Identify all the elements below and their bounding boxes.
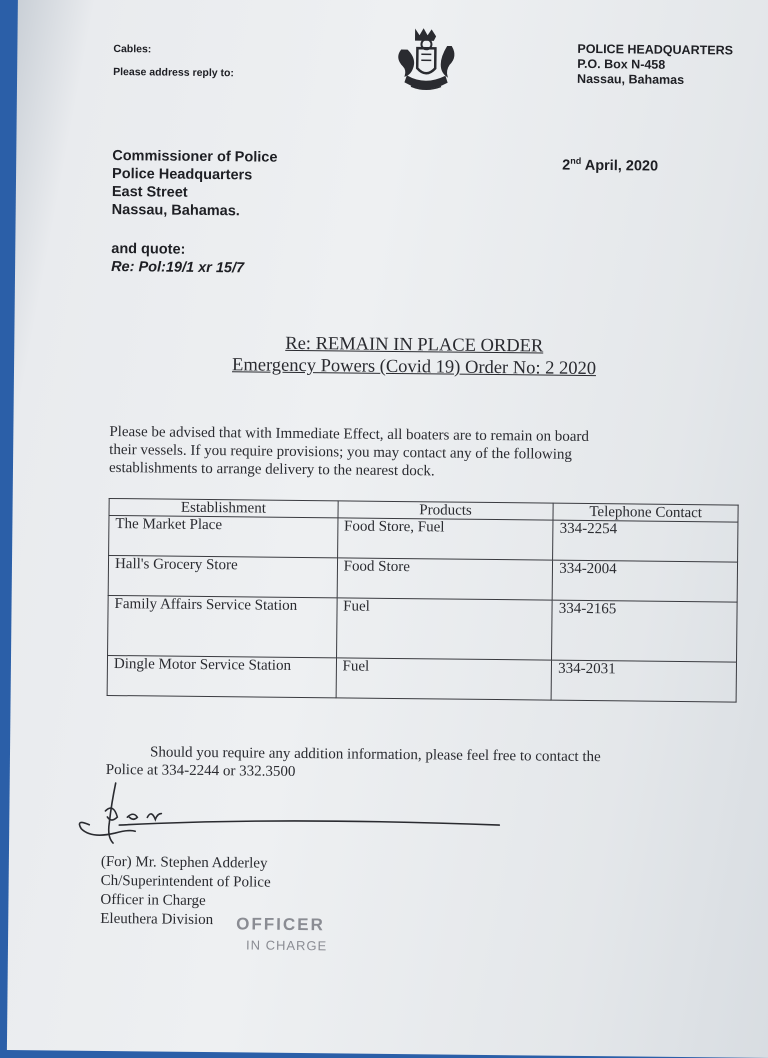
hq-line: Nassau, Bahamas <box>577 71 685 87</box>
products-cell: Fuel <box>336 598 552 660</box>
column-header: Products <box>338 501 554 520</box>
establishments-table <box>107 498 739 703</box>
paragraph-line: establishments to arrange delivery to the nearest dock. <box>108 459 435 480</box>
closing-line-2: Police at 334-2244 or 332.3500 <box>105 761 296 780</box>
intro-paragraph <box>109 423 589 482</box>
paragraph-line: Please be advised that with Immediate Effect, all boaters are to remain on board <box>109 423 589 446</box>
table-row <box>108 555 737 602</box>
products-cell: Fuel <box>336 658 552 700</box>
phone-cell: 334-2254 <box>553 520 738 562</box>
column-header: Establishment <box>109 498 338 517</box>
officer-stamp-line-2: IN CHARGE <box>245 937 328 954</box>
reference-number: Re: Pol:19/1 xr 15/7 <box>111 258 245 277</box>
phone-cell: 334-2004 <box>552 560 737 602</box>
column-header: Telephone Contact <box>553 503 738 522</box>
date-day: 2 <box>562 157 571 174</box>
closing-line-1: Should you require any addition information, please feel free to contact the <box>149 744 601 766</box>
date-suffix: nd <box>570 155 582 166</box>
products-cell: Food Store, Fuel <box>337 518 553 560</box>
reply-label: Please address reply to: <box>113 66 235 80</box>
table-row <box>107 655 736 702</box>
officer-stamp-line-1: OFFICER <box>236 914 325 935</box>
establishment-cell: Family Affairs Service Station <box>108 595 337 657</box>
paragraph-line: their vessels. If you require provisions; you may contact any of the following <box>109 441 573 463</box>
signatory-title: Ch/Superintendent of Police <box>100 872 271 891</box>
establishment-cell: Dingle Motor Service Station <box>107 655 336 697</box>
signatory-division: Eleuthera Division <box>100 910 214 929</box>
address-line: Commissioner of Police <box>112 147 278 166</box>
address-line: East Street <box>111 183 188 201</box>
signatory-role: Officer in Charge <box>100 891 206 910</box>
hq-address <box>577 42 733 89</box>
signatory-name: (For) Mr. Stephen Adderley <box>100 853 268 872</box>
products-cell: Food Store <box>337 558 553 600</box>
letter-page <box>7 0 768 1058</box>
letter-date <box>562 152 658 176</box>
address-line: Nassau, Bahamas. <box>111 201 240 220</box>
table-row <box>108 595 738 662</box>
subject-line-1: Re: REMAIN IN PLACE ORDER <box>285 333 544 357</box>
subject-line-2: Emergency Powers (Covid 19) Order No: 2 2020 <box>231 355 597 380</box>
cables-label: Cables: <box>113 43 152 56</box>
recipient-address <box>112 147 278 221</box>
date-rest: April, 2020 <box>581 157 659 175</box>
table-row <box>109 515 738 562</box>
hq-line: P.O. Box N-458 <box>577 56 666 72</box>
hq-line: POLICE HEADQUARTERS <box>577 41 734 58</box>
quote-label: and quote: <box>111 240 186 258</box>
phone-cell: 334-2031 <box>551 660 736 702</box>
phone-cell: 334-2165 <box>552 600 737 662</box>
subject-heading <box>174 332 654 381</box>
establishment-cell: Hall's Grocery Store <box>108 555 337 597</box>
address-line: Police Headquarters <box>111 165 253 184</box>
establishment-cell: The Market Place <box>109 515 338 557</box>
coat-of-arms-emblem <box>391 26 462 95</box>
